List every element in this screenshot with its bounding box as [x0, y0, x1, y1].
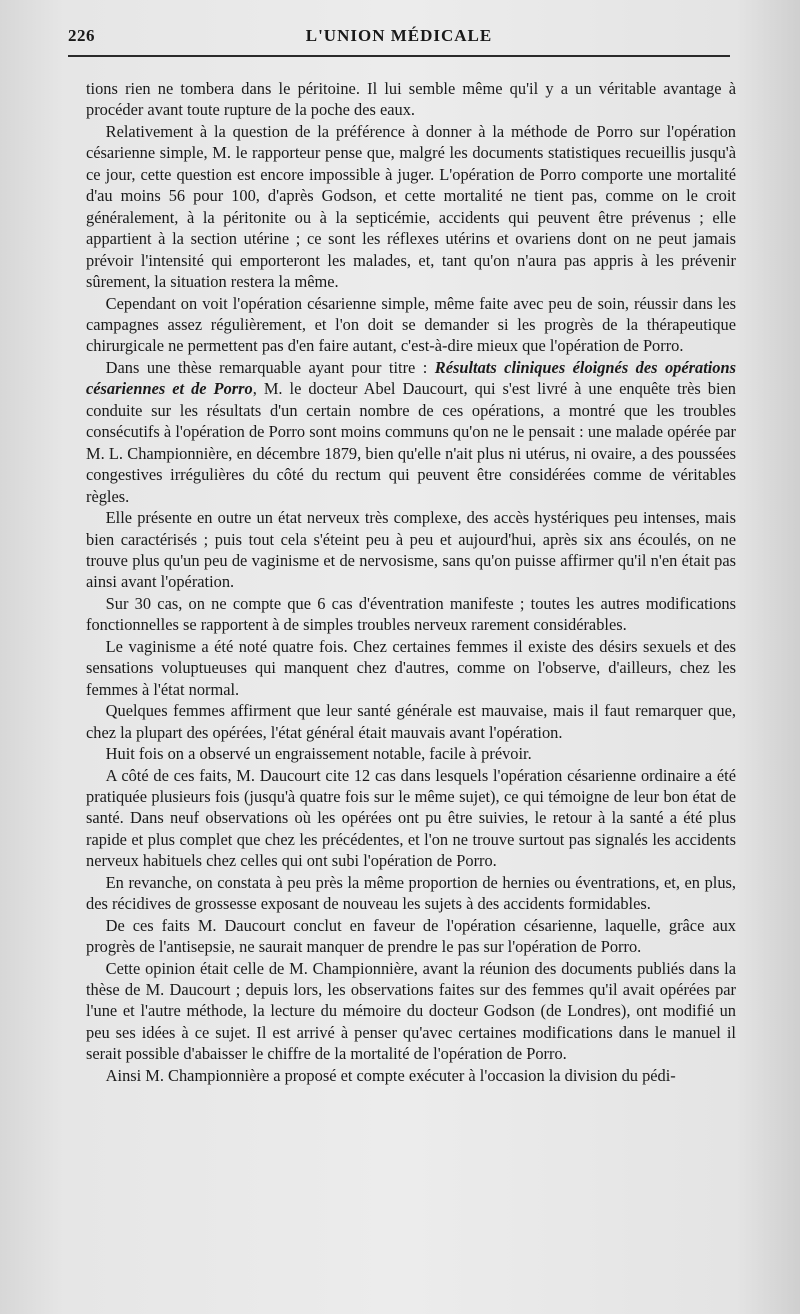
paragraph: Sur 30 cas, on ne compte que 6 cas d'éventration manifeste ; toutes les autres modifications fonctionnelles se rapportent à de simples troubles nerveux rarement considérables.: [86, 593, 736, 635]
thesis-title: Résultats cliniques éloignés des opérations césariennes et de Porro: [86, 357, 737, 399]
paragraph: Ainsi M. Championnière a proposé et compte exécuter à l'occasion la division du pédi-: [105, 1065, 676, 1085]
paragraph: Le vaginisme a été noté quatre fois. Chez certaines femmes il existe des désirs sexuels et des sensations voluptueuses qui manquent chez d'autres, comme on l'observe, d'ailleurs, chez les femmes à l'état normal.: [86, 636, 736, 699]
paragraph: Cette opinion était celle de M. Championnière, avant la réunion des documents publiés dans la thèse de M. Daucourt ; depuis lors, les observations faites sur des femmes qu'il avait opérées par l'une et l'autre méthode, la lecture du mémoire du docteur Godson (de Londres), ont modifié un peu ses idées à ce sujet. Il est arrivé à penser qu'avec certaines modifications dans le manuel il serait possible d'abaisser le chiffre de la mortalité de l'opération de Porro.: [86, 958, 736, 1064]
paragraph: Quelques femmes affirment que leur santé générale est mauvaise, mais il faut remarquer que, chez la plupart des opérées, l'état général était mauvais avant l'opération.: [86, 701, 736, 742]
paragraph: De ces faits M. Daucourt conclut en faveur de l'opération césarienne, laquelle, grâce aux progrès de l'antisepsie, ne saurait manquer de prendre le pas sur l'opération de Porro.: [86, 915, 736, 957]
body-text: [86, 78, 736, 1086]
page-header: [68, 24, 730, 50]
paragraph: En revanche, on constata à peu près la même proportion de hernies ou éventrations, et, en plus, des récidives de grossesse exposant de nouveau les sujets à des accidents formidables.: [86, 872, 736, 914]
header-rule: [68, 55, 730, 57]
paragraph: tions rien ne tombera dans le péritoine. Il lui semble même qu'il y a un véritable avantage à procéder avant toute rupture de la poche des eaux.: [86, 79, 736, 120]
running-title: L'UNION MÉDICALE: [305, 26, 493, 45]
paragraph: Relativement à la question de la préférence à donner à la méthode de Porro sur l'opération césarienne simple, M. le rapporteur pense que, malgré les documents statistiques recueillis jusqu'à ce jour, cette question est encore impossible à juger. L'opération de Porro comporte une mortalité d'au moins 56 pour 100, d'après Godson, et cette mortalité ne tient pas, comme on le croit généralement, à la péritonite ou à la septicémie, accidents qui peuvent être prévenus ; elle appartient à la section utérine ; ce sont les réflexes utérins et ovariens dont on ne peut jamais prévoir l'intensité qui emporteront les malades, et, tant qu'on n'aura pas appris à les prévenir sûrement, la situation restera la même.: [86, 121, 736, 292]
paragraph: A côté de ces faits, M. Daucourt cite 12 cas dans lesquels l'opération césarienne ordinaire a été pratiquée plusieurs fois (jusqu'à quatre fois sur le même sujet), ce qui témoigne de leur bon état de santé. Dans neuf observations où les opérées ont pu être suivies, le retour à la santé a été plus rapide et plus complet que chez les précédentes, et l'on ne trouve surtout pas signalés les accidents nerveux habituels chez celles qui ont subi l'opération de Porro.: [86, 765, 736, 871]
paragraph: Elle présente en outre un état nerveux très complexe, des accès hystériques peu intenses, mais bien caractérisés ; puis tout cela s'éteint peu à peu et aujourd'hui, après six ans écoulés, on ne trouve plus qu'un peu de vaginisme et de nervosisme, sans qu'on puisse affirmer qu'il n'en était pas ainsi avant l'opération.: [86, 508, 736, 592]
paragraph-text: Dans une thèse remarquable ayant pour titre :: [105, 357, 435, 377]
paragraph: [86, 357, 736, 507]
paragraph: Huit fois on a observé un engraissement notable, facile à prévoir.: [105, 744, 532, 764]
paragraph: Cependant on voit l'opération césarienne simple, même faite avec peu de soin, réussir dans les campagnes assez régulièrement, et l'on doit se demander si les progrès de la thérapeutique chirurgicale ne permettent pas d'en faire autant, c'est-à-dire mieux que l'opération de Porro.: [86, 293, 736, 356]
paragraph-text: , M. le docteur Abel Daucourt, qui s'est livré à une enquête très bien conduite sur les résultats d'un certain nombre de ces opérations, a montré que les troubles consécutifs à l'opération de Porro sont moins communs qu'on ne le pensait : une malade opérée par M. L. Championnière, en décembre 1879, bien qu'elle n'ait plus ni utérus, ni ovaire, a des poussées congestives irrégulières du côté du rectum qui peuvent être considérées comme de véritables règles.: [86, 379, 736, 506]
page-number: 226: [68, 26, 95, 45]
